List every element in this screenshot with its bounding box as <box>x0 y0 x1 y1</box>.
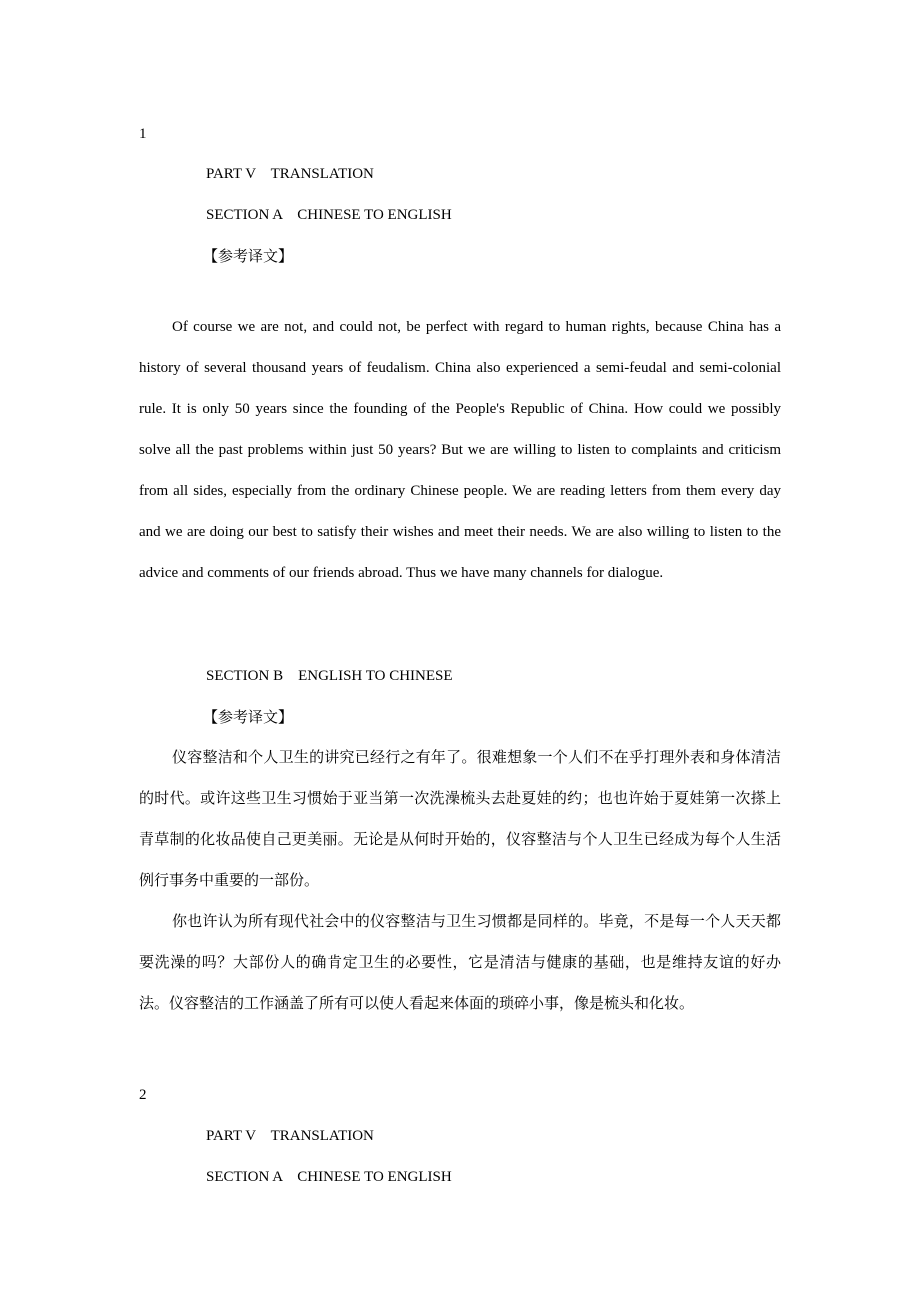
section-a-heading-page-2: SECTION A CHINESE TO ENGLISH <box>206 1169 452 1185</box>
page-number-1: 1 <box>139 126 147 142</box>
section-b-heading: SECTION B ENGLISH TO CHINESE <box>206 668 453 684</box>
part-heading: PART V TRANSLATION <box>206 166 374 182</box>
section-b-paragraph-2: 你也许认为所有现代社会中的仪容整洁与卫生习惯都是同样的。毕竟，不是每一个人天天都要洗澡的吗？大部份人的确肯定卫生的必要性，它是清洁与健康的基础，也是维持友谊的好办法。仪容整洁的工作涵盖了所有可以使人看起来体面的琐碎小事，像是梳头和化妆。 <box>139 912 781 1012</box>
page-number-2: 2 <box>139 1087 147 1103</box>
part-heading-page-2: PART V TRANSLATION <box>206 1128 374 1144</box>
section-a-heading: SECTION A CHINESE TO ENGLISH <box>206 207 452 223</box>
section-a-reference-label: 【参考译文】 <box>203 247 294 265</box>
section-b-reference-label: 【参考译文】 <box>203 708 294 726</box>
section-b-paragraph-1: 仪容整洁和个人卫生的讲究已经行之有年了。很难想象一个人们不在乎打理外表和身体清洁的时代。或许这些卫生习惯始于亚当第一次洗澡梳头去赴夏娃的约；也也许始于夏娃第一次搽上青草制的化妆品使自己更美丽。无论是从何时开始的，仪容整洁与个人卫生已经成为每个人生活例行事务中重要的一部份。 <box>139 748 781 889</box>
section-a-translation-paragraph: Of course we are not, and could not, be perfect with regard to human rights, because China has a history of several thousand years of feudalism. China also experienced a semi-feudal and semi-colonial rule. It is only 50 years since the founding of the People's Republic of China. How could we possibly solve all the past problems within just 50 years? But we are willing to listen to complaints and criticism from all sides, especially from the ordinary Chinese people. We are reading letters from them every day and we are doing our best to satisfy their wishes and meet their needs. We are also willing to listen to the advice and comments of our friends abroad. Thus we have many channels for dialogue. <box>139 319 781 581</box>
